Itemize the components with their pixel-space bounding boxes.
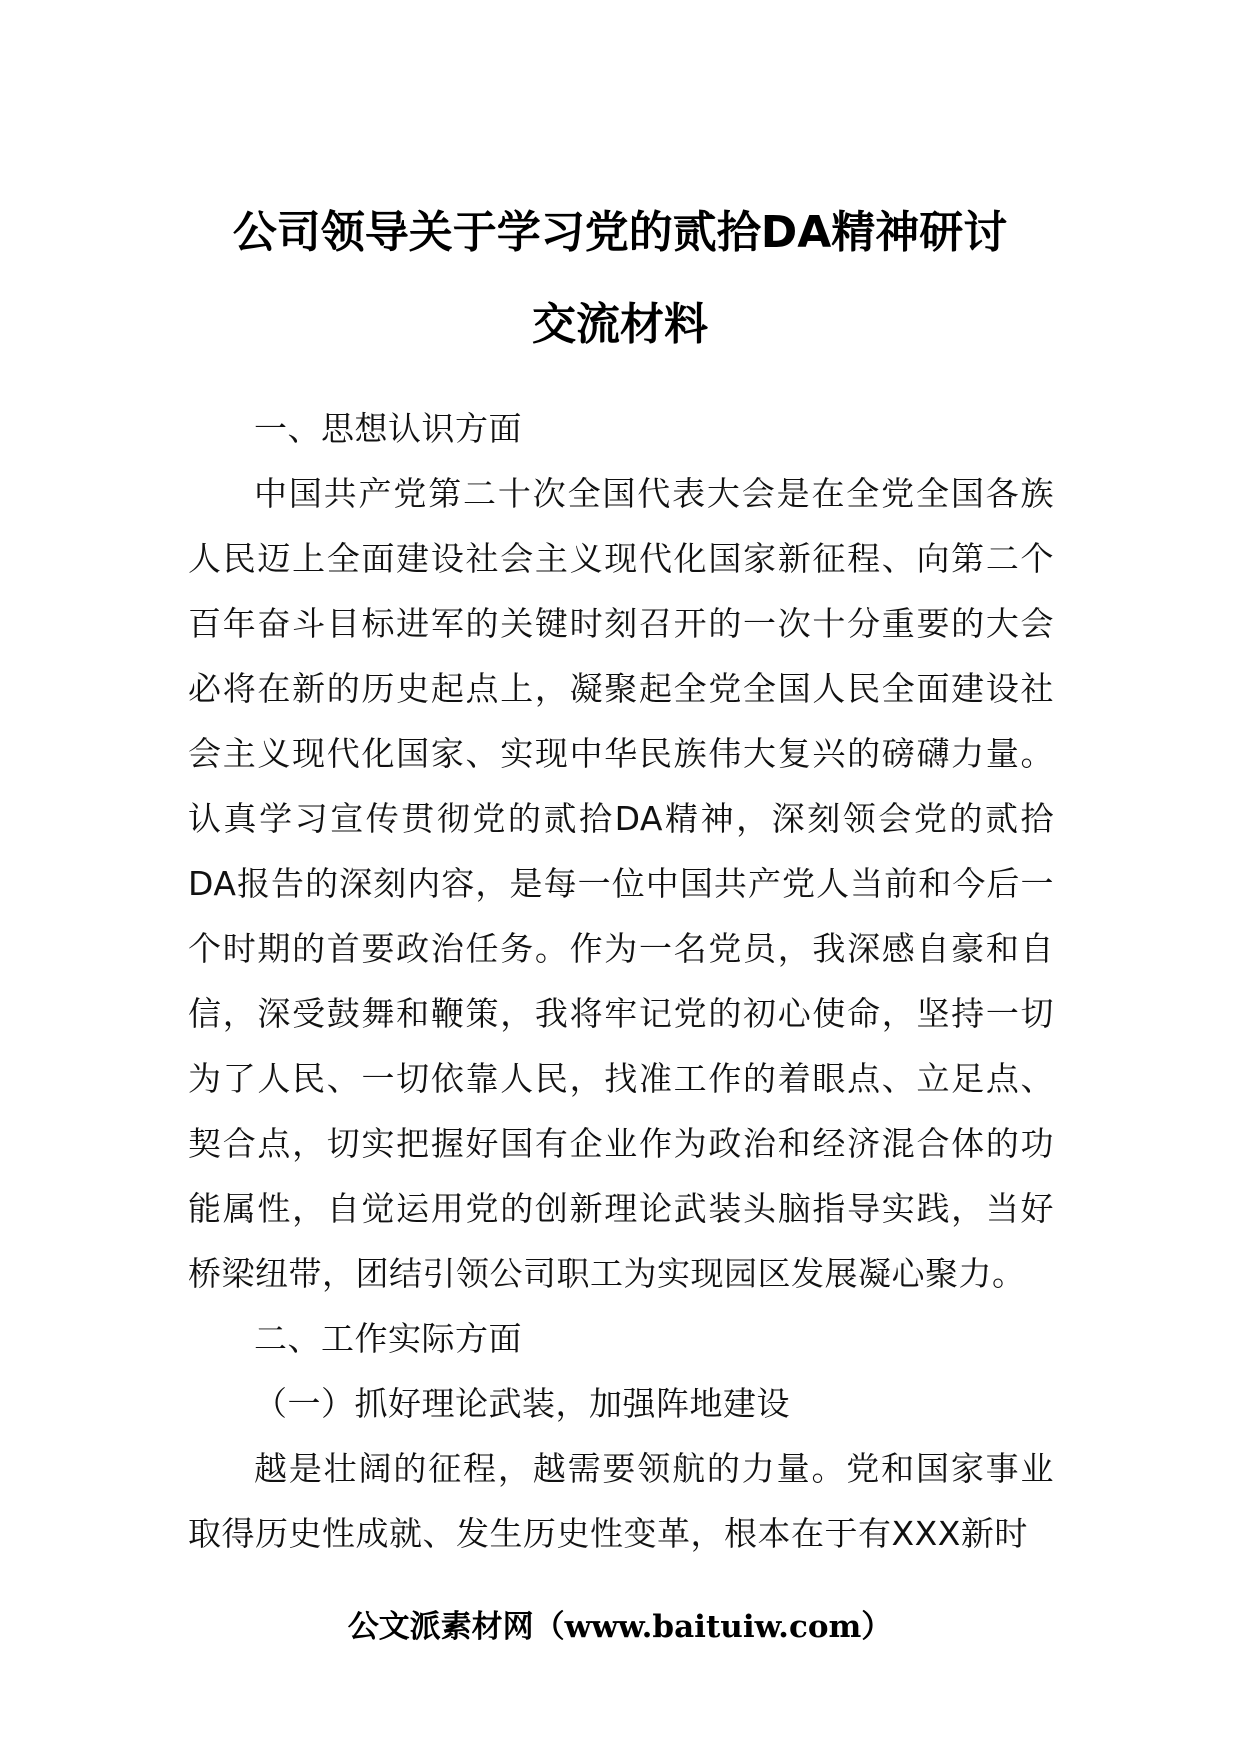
document-title-line-1: 公司领导关于学习党的贰拾DA精神研讨 <box>232 207 1008 258</box>
body-paragraph-2: 越是壮阔的征程，越需要领航的力量。党和国家事业取得历史性成就、发生历史性变革，根本在于有XXX新时 <box>188 1449 1054 1553</box>
footer-watermark: 公文派素材网（www.baituiw.com） <box>347 1609 893 1645</box>
subsection-heading-1: （一）抓好理论武装，加强阵地建设 <box>254 1384 790 1423</box>
section-heading-2: 二、工作实际方面 <box>254 1319 522 1358</box>
body-paragraph-1: 中国共产党第二十次全国代表大会是在全党全国各族人民迈上全面建设社会主义现代化国家新征程、向第二个百年奋斗目标进军的关键时刻召开的一次十分重要的大会必将在新的历史起点上，凝聚起全党全国人民全面建设社会主义现代化国家、实现中华民族伟大复兴的磅礴力量。认真学习宣传贯彻党的贰拾DA精神，深刻领会党的贰拾DA报告的深刻内容，是每一位中国共产党人当前和今后一个时期的首要政治任务。作为一名党员，我深感自豪和自信，深受鼓舞和鞭策，我将牢记党的初心使命，坚持一切为了人民、一切依靠人民，找准工作的着眼点、立足点、契合点，切实把握好国有企业作为政治和经济混合体的功能属性，自觉运用党的创新理论武装头脑指导实践，当好桥梁纽带，团结引领公司职工为实现园区发展凝心聚力。 <box>188 474 1054 1293</box>
document-body <box>188 396 1054 1566</box>
section-heading-1: 一、思想认识方面 <box>254 409 522 448</box>
document-title-line-2: 交流材料 <box>532 299 708 350</box>
